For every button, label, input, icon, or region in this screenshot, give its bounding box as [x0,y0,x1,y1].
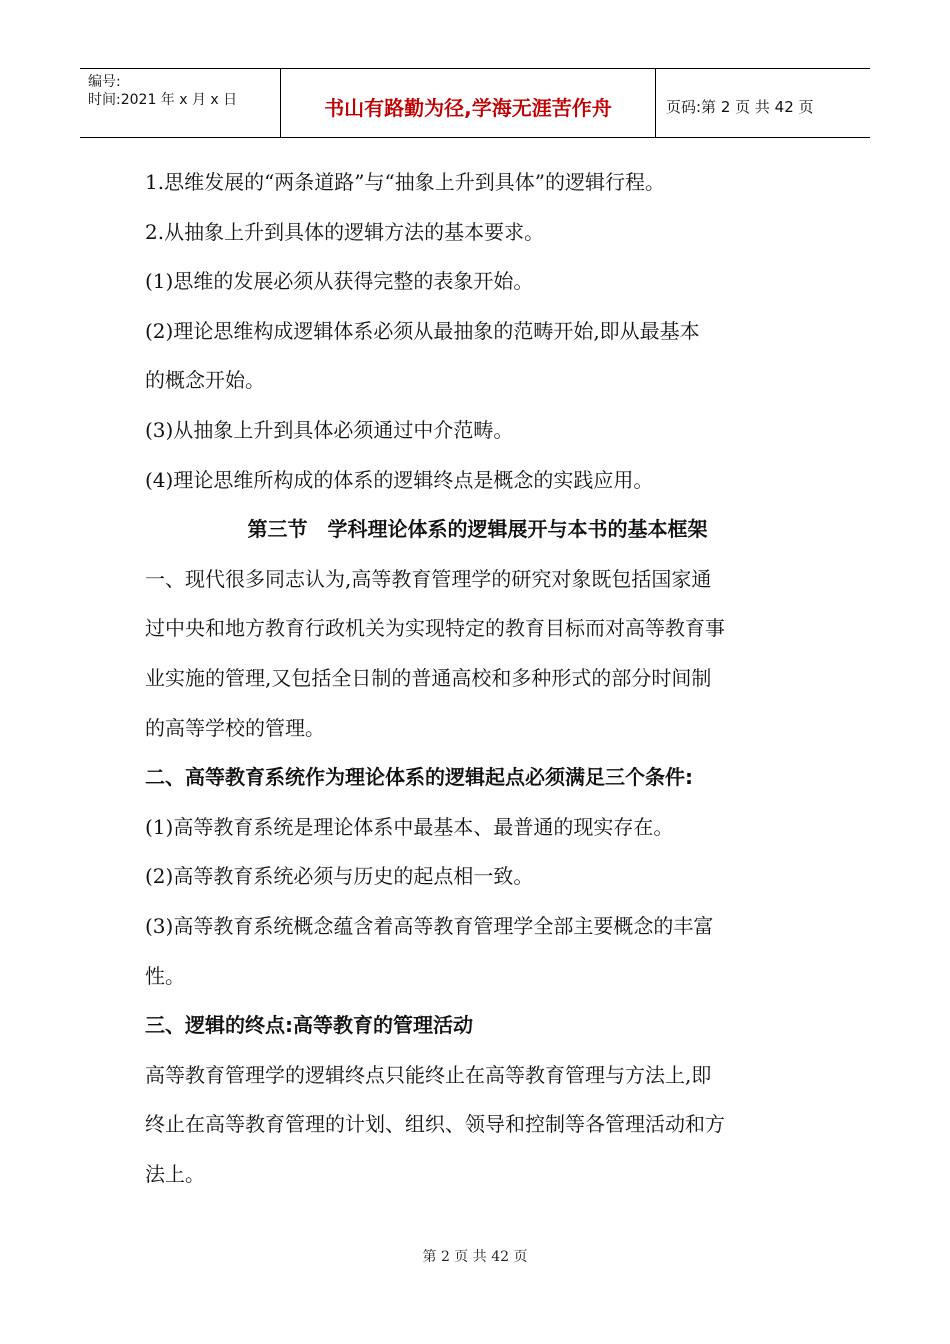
header-meta [80,69,281,137]
document-date: 时间:2021 年 x 月 x 日 [88,92,238,108]
bold-heading: 二、高等教育系统作为理论体系的逻辑起点必须满足三个条件: [145,765,693,790]
body-line: 一、现代很多同志认为,高等教育管理学的研究对象既包括国家通 [145,566,712,591]
body-line: 的概念开始。 [145,368,265,393]
page-header [80,68,870,138]
section-heading: 第三节 学科理论体系的逻辑展开与本书的基本框架 [247,517,708,542]
body-line: 过中央和地方教育行政机关为实现特定的教育目标而对高等教育事 [145,616,725,641]
document-body [145,158,810,1199]
body-line: 的高等学校的管理。 [145,715,325,740]
body-line: 法上。 [145,1161,205,1186]
body-line: 性。 [145,963,185,988]
body-line: (4)理论思维所构成的体系的逻辑终点是概念的实践应用。 [145,467,654,492]
document-number-label: 编号: [88,74,121,90]
body-line: 业实施的管理,又包括全日制的普通高校和多种形式的部分时间制 [145,665,712,690]
body-line: (1)高等教育系统是理论体系中最基本、最普通的现实存在。 [145,814,674,839]
body-line: (3)高等教育系统概念蕴含着高等教育管理学全部主要概念的丰富 [145,913,714,938]
bold-heading: 三、逻辑的终点:高等教育的管理活动 [145,1013,473,1038]
body-line: 终止在高等教育管理的计划、组织、领导和控制等各管理活动和方 [145,1112,725,1137]
header-motto: 书山有路勤为径,学海无涯苦作舟 [281,69,656,137]
body-line: (1)思维的发展必须从获得完整的表象开始。 [145,269,534,294]
header-page-info: 页码:第 2 页 共 42 页 [666,97,814,116]
page-footer: 第 2 页 共 42 页 [422,1249,528,1265]
body-line: (2)理论思维构成逻辑体系必须从最抽象的范畴开始,即从最基本 [145,318,700,343]
body-line: 高等教育管理学的逻辑终点只能终止在高等教育管理与方法上,即 [145,1062,712,1087]
body-line: 1.思维发展的“两条道路”与“抽象上升到具体”的逻辑行程。 [145,170,665,194]
body-line: (2)高等教育系统必须与历史的起点相一致。 [145,864,534,889]
body-line: (3)从抽象上升到具体必须通过中介范畴。 [145,417,514,442]
body-line: 2.从抽象上升到具体的逻辑方法的基本要求。 [145,219,545,244]
